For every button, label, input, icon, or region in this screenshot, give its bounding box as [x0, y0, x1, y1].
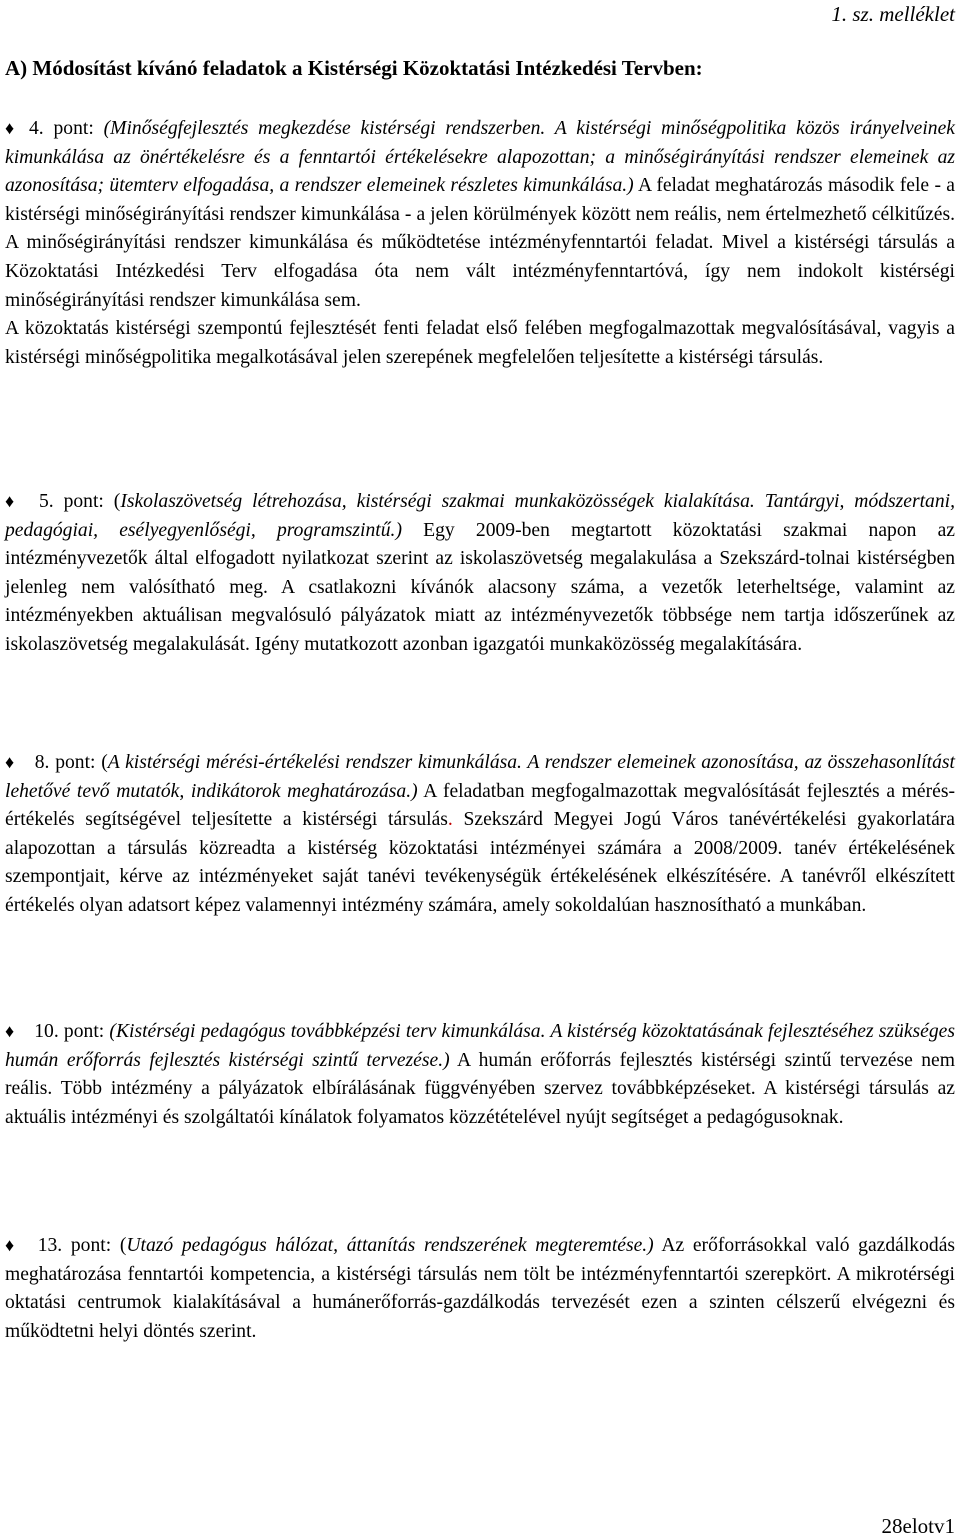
paragraph	[5, 1018, 955, 1132]
paragraph	[5, 1232, 955, 1346]
point-title: A kistérségi mérési-értékelési rendszer kimunkálása. A rendszer elemeinek azonosítása, az összehasonlítást lehetővé tevő mutatók, indikátorok meghatározása.)	[5, 752, 955, 802]
point-number: 10. pont:	[34, 1021, 105, 1042]
title-open-paren: (	[101, 752, 108, 773]
point-number: 13. pont:	[37, 1235, 112, 1256]
point-body: Az erőforrásokkal való gazdálkodás meghatározása fenntartói kompetencia, a kistérségi társulás nem tölt be intézményfenntartói szerepkört. A mikrotérségi oktatási centrumok kialakításával a humánerőforrás-gazdálkodás tervezését ezen a szinten célszerű elvégezni és működtetni helyi döntés szerint.	[5, 1235, 956, 1342]
annex-label: 1. sz. melléklet	[831, 2, 955, 26]
section-point-10	[5, 1018, 955, 1132]
point-number: 4. pont:	[29, 118, 94, 139]
point-body: A humán erőforrás fejlesztés kistérségi szintű tervezése nem reális. Több intézmény a pályázatok elbírálásának függvényében szervez továbbképzéseket. A kistérségi társulás az aktuális intézményi és szolgáltatói kínálatok folyamatos közzétételével nyújt segítséget a pedagógusoknak.	[5, 1049, 955, 1128]
paragraph	[5, 315, 955, 372]
point-body-continuation: A közoktatás kistérségi szempontú fejlesztését fenti feladat első felében megfogalmazottak megvalósításával, vagyis a kistérségi minőségpolitika megalkotásával jelen szerepének megfelelően teljesítette a kistérségi társulás.	[5, 318, 955, 368]
highlight-dot: .	[447, 809, 453, 831]
point-title: Utazó pedagógus hálózat, áttanítás rendszerének megteremtése.)	[126, 1235, 654, 1256]
point-title: (Kistérségi pedagógus továbbképzési terv kimunkálása. A kistérség közoktatásának fejlesztéséhez szükséges humán erőforrás fejlesztés kistérségi szintű tervezése.)	[5, 1021, 955, 1071]
paragraph	[5, 488, 955, 660]
point-body: Egy 2009-ben megtartott közoktatási szakmai napon az intézményvezetők által elfogadott nyilatkozat szerint az iskolaszövetség megalakulása a Szekszárd-tolnai kistérségben jelenleg nem valósítható meg. A csatlakozni kívánók alacsony száma, a vezetők leterheltsége, valamint az intézményekben aktuálisan megvalósuló pályázatok miatt az intézményvezetők többsége nem tartja időszerűnek az iskolaszövetség megalakulását. Igény mutatkozott azonban igazgatói munkaközösség megalakítására.	[5, 519, 955, 655]
point-title: (Minőségfejlesztés megkezdése kistérségi rendszerben. A kistérségi minőségpolitika közös irányelveinek kimunkálása az önértékelésre és a fenntartói értékelésekre alapozottan; a minőségirányítási rendszer elemeinek az azonosítása; ütemterv elfogadása, a rendszer elemeinek részletes kimunkálása.)	[5, 118, 956, 197]
title-open-paren: (	[113, 491, 121, 512]
document-page	[5, 0, 955, 1537]
section-point-5	[5, 488, 955, 660]
point-body-continuation: Szekszárd Megyei Jogú Város tanévértékelési gyakorlatára alapozottan a társulás közreadta a kistérség közoktatási intézményei számára a 2008/2009. tanév értékelésének szempontjait, kérve az intézményeket saját tanévi tevékenységük értékelésének elkészítésére. A tanévről elkészített értékelés olyan adatsort képez valamennyi intézmény számára, amely sokoldalúan hasznosítható a munkában.	[5, 809, 955, 916]
diamond-bullet-icon: ♦	[5, 491, 15, 511]
diamond-bullet-icon: ♦	[5, 118, 15, 138]
diamond-bullet-icon: ♦	[5, 1021, 15, 1041]
section-point-8	[5, 749, 955, 921]
point-number: 5. pont:	[38, 491, 104, 512]
paragraph	[5, 115, 955, 315]
title-open-paren: (	[119, 1235, 127, 1256]
point-body: A feladatban megfogalmazottak megvalósítását fejlesztés a mérés-értékelés segítségével teljesítette a kistérségi társulás	[5, 780, 955, 831]
diamond-bullet-icon: ♦	[5, 752, 15, 772]
point-title: Iskolaszövetség létrehozása, kistérségi szakmai munkaközösségek kialakítása. Tantárgyi, módszertani, pedagógiai, esélyegyenlőségi, programszintű.)	[5, 491, 955, 541]
paragraph	[5, 749, 955, 921]
point-number: 8. pont:	[34, 752, 96, 773]
section-point-4	[5, 115, 955, 372]
point-body: A feladat meghatározás második fele - a kistérségi minőségirányítási rendszer kimunkálása - a jelen körülmények között nem reális, nem értelmezhető célkitűzés. A minőségirányítási rendszer kimunkálása és működtetése intézményfenntartói feladat. Mivel a kistérségi társulás a Közoktatási Intézkedési Terv elfogadása óta nem vált intézményfenntartóvá, így nem indokolt kistérségi minőségirányítási rendszer kimunkálása sem.	[5, 175, 955, 311]
section-point-13	[5, 1232, 955, 1346]
footer-code: 28elotv1	[881, 1514, 955, 1538]
diamond-bullet-icon: ♦	[5, 1235, 15, 1255]
section-heading: A) Módosítást kívánó feladatok a Kistérségi Közoktatási Intézkedési Tervben:	[5, 56, 703, 80]
